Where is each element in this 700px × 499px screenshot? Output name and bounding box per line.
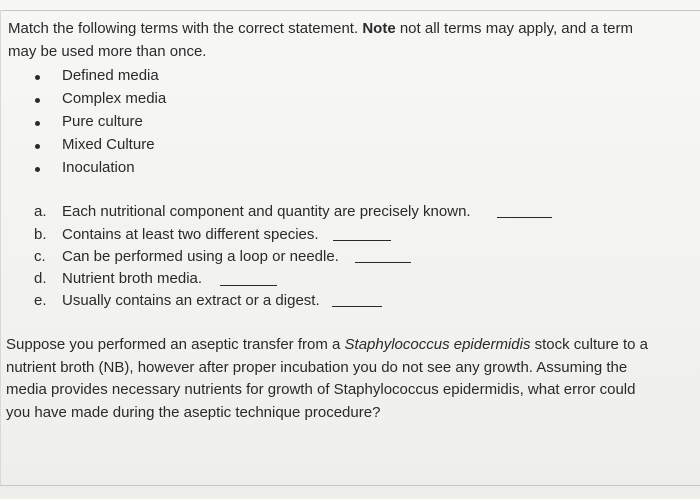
answer-blank-c[interactable] <box>355 262 411 263</box>
instructions-text-cont: not all terms may apply, and a term <box>399 20 633 37</box>
statement-letter-e: e. <box>34 292 47 309</box>
statement-letter-c: c. <box>34 248 46 265</box>
statement-a: Each nutritional component and quantity are precisely known. <box>62 203 471 220</box>
statement-letter-d: d. <box>34 270 47 287</box>
left-border <box>0 10 1 486</box>
term-pure-culture: Pure culture <box>62 113 143 130</box>
answer-blank-e[interactable] <box>332 306 382 307</box>
question-line-2: nutrient broth (NB), however after proper incubation you do not see any growth. Assuming the <box>6 358 628 376</box>
statement-d: Nutrient broth media. <box>62 270 203 287</box>
statement-e: Usually contains an extract or a digest. <box>62 292 320 309</box>
answer-blank-a[interactable] <box>497 217 552 218</box>
question-paragraph <box>6 334 686 424</box>
question-line-1 <box>6 334 686 357</box>
answer-blank-d[interactable] <box>220 285 277 286</box>
term-mixed-culture: Mixed Culture <box>62 136 155 153</box>
question-text: Suppose you performed an aseptic transfer from a <box>6 336 341 353</box>
bullet-icon <box>35 121 40 126</box>
organism-name-italic: Staphylococcus epidermidis <box>344 336 531 353</box>
question-line-4: you have made during the aseptic technique procedure? <box>6 403 381 421</box>
statement-letter-a: a. <box>34 203 47 220</box>
bullet-icon <box>35 98 40 103</box>
term-inoculation: Inoculation <box>62 159 135 176</box>
term-complex-media: Complex media <box>62 90 167 107</box>
statement-letter-b: b. <box>34 226 47 243</box>
instructions-line-2: may be used more than once. <box>8 43 207 60</box>
instructions-line-1 <box>8 18 633 40</box>
statement-c: Can be performed using a loop or needle. <box>62 248 339 265</box>
term-defined-media: Defined media <box>62 67 159 84</box>
instructions-text: Match the following terms with the correct statement. <box>8 20 359 37</box>
note-bold: Note <box>362 20 396 37</box>
answer-blank-b[interactable] <box>333 240 391 241</box>
question-line-3: media provides necessary nutrients for growth of Staphylococcus epidermidis, what error could <box>6 381 636 398</box>
bullet-icon <box>35 167 40 172</box>
top-border <box>0 10 700 11</box>
question-text-cont: stock culture to a <box>534 336 649 353</box>
bullet-icon <box>35 75 40 80</box>
bottom-border <box>0 485 700 486</box>
statement-b: Contains at least two different species. <box>62 226 319 243</box>
bullet-icon <box>35 144 40 149</box>
